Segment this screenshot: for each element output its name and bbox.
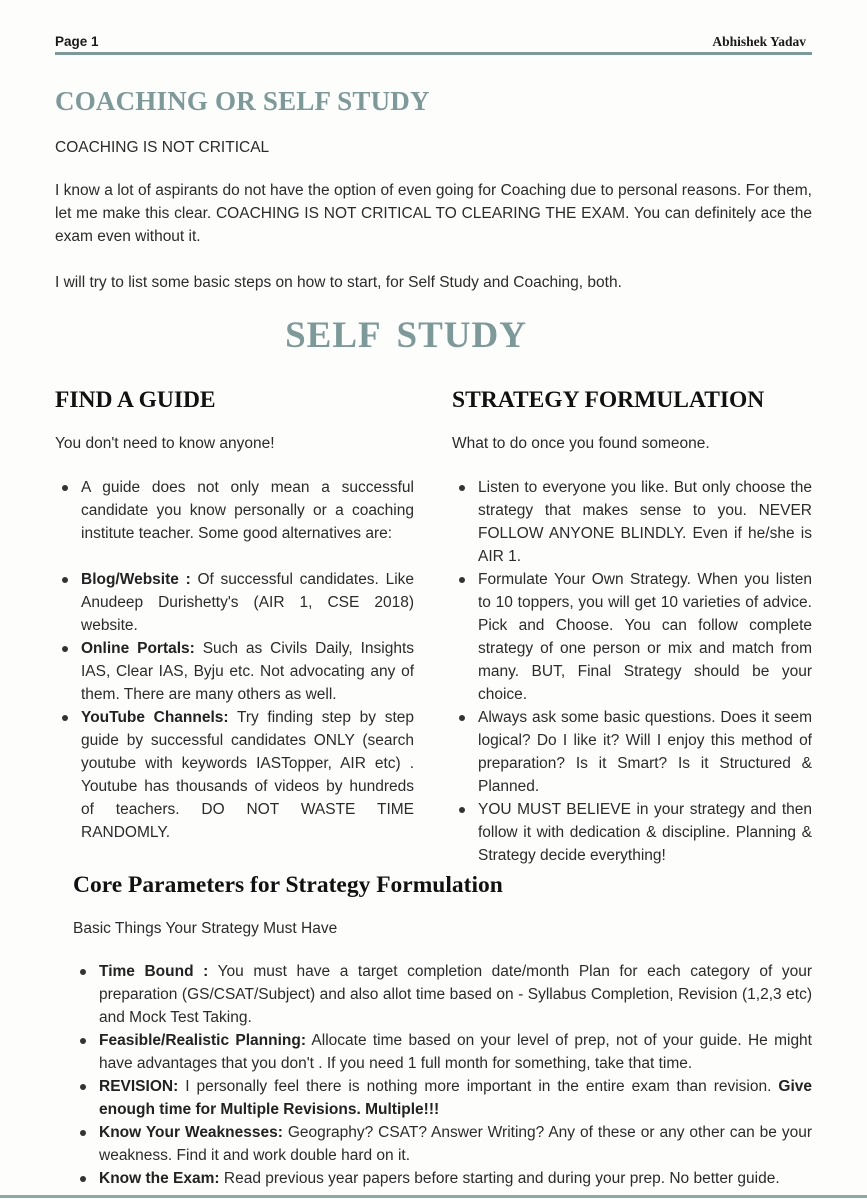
list-item: REVISION: I personally feel there is nothing more important in the entire exam than revision. Give enough time for Multiple Revisions. Multiple!!!	[73, 1075, 812, 1121]
list-item: YOU MUST BELIEVE in your strategy and then follow it with dedication & discipline. Planning & Strategy decide everything!	[452, 798, 812, 867]
strategy-heading: STRATEGY FORMULATION	[452, 387, 765, 413]
list-item: Online Portals: Such as Civils Daily, Insights IAS, Clear IAS, Byju etc. Not advocating any of them. There are many others as well.	[55, 637, 414, 706]
section-title-self-study: SELF STUDY	[285, 315, 527, 356]
list-item: Time Bound : You must have a target completion date/month Plan for each category of your preparation (GS/CSAT/Subject) and also allot time based on - Syllabus Completion, Revision (1,2,3 etc) and Mock Test Taking.	[73, 960, 812, 1029]
core-parameters-subheading: Basic Things Your Strategy Must Have	[73, 920, 338, 937]
find-guide-list	[55, 476, 414, 844]
list-item: Feasible/Realistic Planning: Allocate time based on your level of prep, not of your guide. He might have advantages that you don't . If you need 1 full month for something, take that time.	[73, 1029, 812, 1075]
list-item: Know the Exam: Read previous year papers before starting and during your prep. No better guide.	[73, 1167, 812, 1190]
strategy-list	[452, 476, 812, 867]
list-item: Always ask some basic questions. Does it seem logical? Do I like it? Will I enjoy this method of preparation? Is it Smart? Is it Structured & Planned.	[452, 706, 812, 798]
author-name: Abhishek Yadav	[712, 34, 806, 49]
find-guide-heading: FIND A GUIDE	[55, 387, 216, 413]
find-guide-subheading: You don't need to know anyone!	[55, 435, 275, 452]
core-parameters-list	[73, 960, 812, 1190]
intro-paragraph: I know a lot of aspirants do not have the option of even going for Coaching due to personal reasons. For them, let me make this clear. COACHING IS NOT CRITICAL TO CLEARING THE EXAM. You can definitely ace the exam even without it.	[55, 182, 812, 245]
page-header	[55, 34, 812, 55]
list-intro-paragraph: I will try to list some basic steps on how to start, for Self Study and Coaching, both.	[55, 274, 622, 291]
page-number: Page 1	[55, 34, 99, 49]
list-item: Blog/Website : Of successful candidates. Like Anudeep Durishetty's (AIR 1, CSE 2018) website.	[55, 568, 414, 637]
list-item: YouTube Channels: Try finding step by step guide by successful candidates ONLY (search youtube with keywords IASTopper, AIR etc) . Youtube has thousands of videos by hundreds of teachers. DO NOT WASTE TIME RANDOMLY.	[55, 706, 414, 844]
list-item: Formulate Your Own Strategy. When you listen to 10 toppers, you will get 10 varieties of advice. Pick and Choose. You can follow complete strategy of one person or mix and match from many. BUT, Final Strategy should be your choice.	[452, 568, 812, 706]
page-subtitle: COACHING IS NOT CRITICAL	[55, 139, 270, 156]
page-title: COACHING OR SELF STUDY	[55, 86, 430, 116]
list-item: A guide does not only mean a successful candidate you know personally or a coaching institute teacher. Some good alternatives are:	[55, 476, 414, 545]
strategy-subheading: What to do once you found someone.	[452, 435, 710, 452]
list-item: Know Your Weaknesses: Geography? CSAT? Answer Writing? Any of these or any other can be your weakness. Find it and work double hard on it.	[73, 1121, 812, 1167]
bottom-divider	[0, 1195, 867, 1198]
list-item: Listen to everyone you like. But only choose the strategy that makes sense to you. NEVER FOLLOW ANYONE BLINDLY. Even if he/she is AIR 1.	[452, 476, 812, 568]
core-parameters-heading: Core Parameters for Strategy Formulation	[73, 872, 503, 898]
